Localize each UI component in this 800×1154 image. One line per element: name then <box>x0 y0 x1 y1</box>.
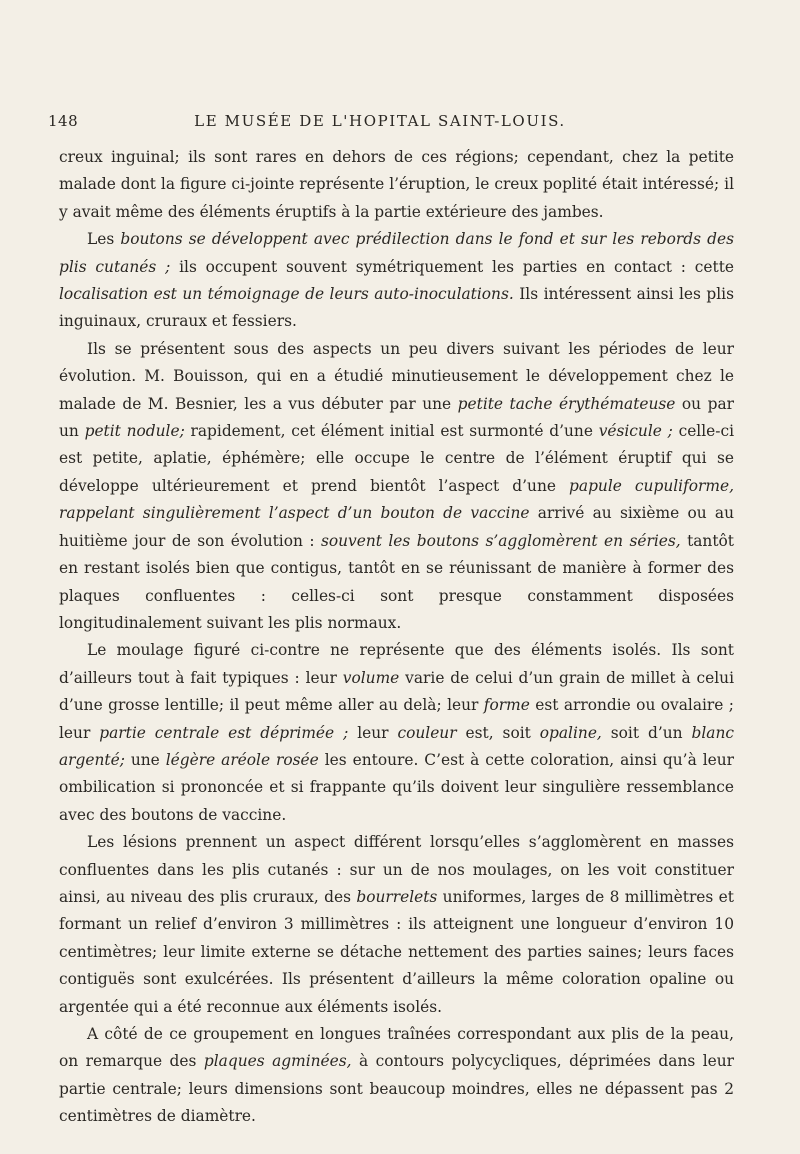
text-run: une <box>124 750 166 769</box>
italic-run: papule cupuliforme, rappelant singulièrement l’aspect d’un bouton de vaccine <box>59 476 734 523</box>
text-run: arrivé au sixième ou au huitième jour de son évolution : <box>59 504 734 550</box>
text-run: soit d’un <box>601 723 692 742</box>
italic-run: blanc argenté; <box>59 723 734 769</box>
text-run: ils occupent souvent symétriquement les parties en contact : cette <box>170 257 734 276</box>
paragraph <box>59 1021 734 1131</box>
text-run: celle-ci est petite, aplatie, éphémère; elle occupe le centre de l’élément éruptif qui se développe ultérieurement et prend bientôt l’aspect d’une <box>59 422 735 495</box>
text-run: leur <box>348 723 398 742</box>
text-run: ou par un <box>59 394 734 441</box>
text-run: creux inguinal; ils sont rares en dehors de ces régions; cependant, chez la petite malade dont la figure ci-jointe représente l’éruption, le creux poplité était intéressé; il y avait même des éléments éruptifs à la partie extérieure des jambes. <box>59 148 734 221</box>
italic-run: partie centrale est déprimée ; <box>99 723 349 742</box>
italic-run: petite tache érythémateuse <box>457 394 676 413</box>
italic-run: opaline, <box>539 723 602 742</box>
italic-run: forme <box>483 696 530 715</box>
italic-run: petit nodule; <box>84 422 185 441</box>
text-run: rapidement, cet élément initial est surmonté d’une <box>184 422 599 441</box>
italic-run: plaques agminées, <box>203 1052 352 1071</box>
page-header <box>48 112 712 136</box>
italic-run: volume <box>342 668 400 687</box>
italic-run: bourrelets <box>356 887 438 906</box>
italic-run: localisation est un témoignage de leurs auto-inoculations. <box>59 285 514 304</box>
text-run: Les lésions prennent un aspect différent lorsqu’elles s’agglomèrent en masses confluentes dans les plis cutanés : sur un de nos moulages, on les voit constituer ainsi, au niveau des plis cruraux, des <box>59 833 734 906</box>
text-run: les entoure. C’est à cette coloration, ainsi qu’à leur ombilication si prononcée et si frappante qu’ils doivent leur singulière ressemblance avec des boutons de vaccine. <box>59 750 734 824</box>
page-number: 148 <box>48 112 79 130</box>
text-run: Les <box>87 230 121 249</box>
italic-run: vésicule ; <box>598 422 673 441</box>
italic-run: boutons se développent avec prédilection dans le fond et sur les rebords des plis cutanés ; <box>59 230 734 276</box>
paragraph <box>59 336 734 637</box>
paragraph <box>59 829 734 1021</box>
text-run: tantôt en restant isolés bien que contigus, tantôt en se réunissant de manière à former des plaques confluentes : celles-ci sont presque constamment disposées longitudinalement suivant les plis normaux. <box>59 531 734 632</box>
text-run: à contours polycycliques, déprimées dans leur partie centrale; leurs dimensions sont beaucoup moindres, elles ne dépassent pas 2 centimètres de diamètre. <box>59 1052 735 1126</box>
body-text <box>59 144 734 1131</box>
running-title: LE MUSÉE DE L'HOPITAL SAINT-LOUIS. <box>194 112 566 130</box>
text-run: A côté de ce groupement en longues traînées correspondant aux plis de la peau, on remarque des <box>59 1025 734 1071</box>
italic-run: couleur <box>397 723 457 742</box>
paragraph <box>59 637 734 829</box>
text-run: Ils se présentent sous des aspects un peu divers suivant les périodes de leur évolution. M. Bouisson, qui en a étudié minutieusement le développement chez le malade de M. Besnier, les a vus débuter par une <box>59 339 734 413</box>
italic-run: légère aréole rosée <box>165 750 319 769</box>
text-run: uniformes, larges de 8 millimètres et formant un relief d’environ 3 millimètres : ils atteignent une longueur d’environ 10 centimètres; leur limite externe se détache nettement des parties saines; leurs faces contiguës sont exulcérées. Ils présentent d’ailleurs la même coloration opaline ou argentée qui a été reconnue aux éléments isolés. <box>59 887 734 1016</box>
text-run: est, soit <box>456 723 540 742</box>
text-run: est arrondie ou ovalaire ; leur <box>59 696 734 742</box>
paragraph <box>59 144 734 226</box>
italic-run: souvent les boutons s’agglomèrent en séries, <box>320 531 681 550</box>
text-run: varie de celui d’un grain de millet à celui d’une grosse lentille; il peut même aller au delà; leur <box>59 668 735 715</box>
text-run: Le moulage figuré ci-contre ne représente que des éléments isolés. Ils sont d’ailleurs tout à fait typiques : leur <box>59 641 734 687</box>
paragraph <box>59 226 734 336</box>
text-run: Ils intéressent ainsi les plis inguinaux, cruraux et fessiers. <box>59 285 734 331</box>
